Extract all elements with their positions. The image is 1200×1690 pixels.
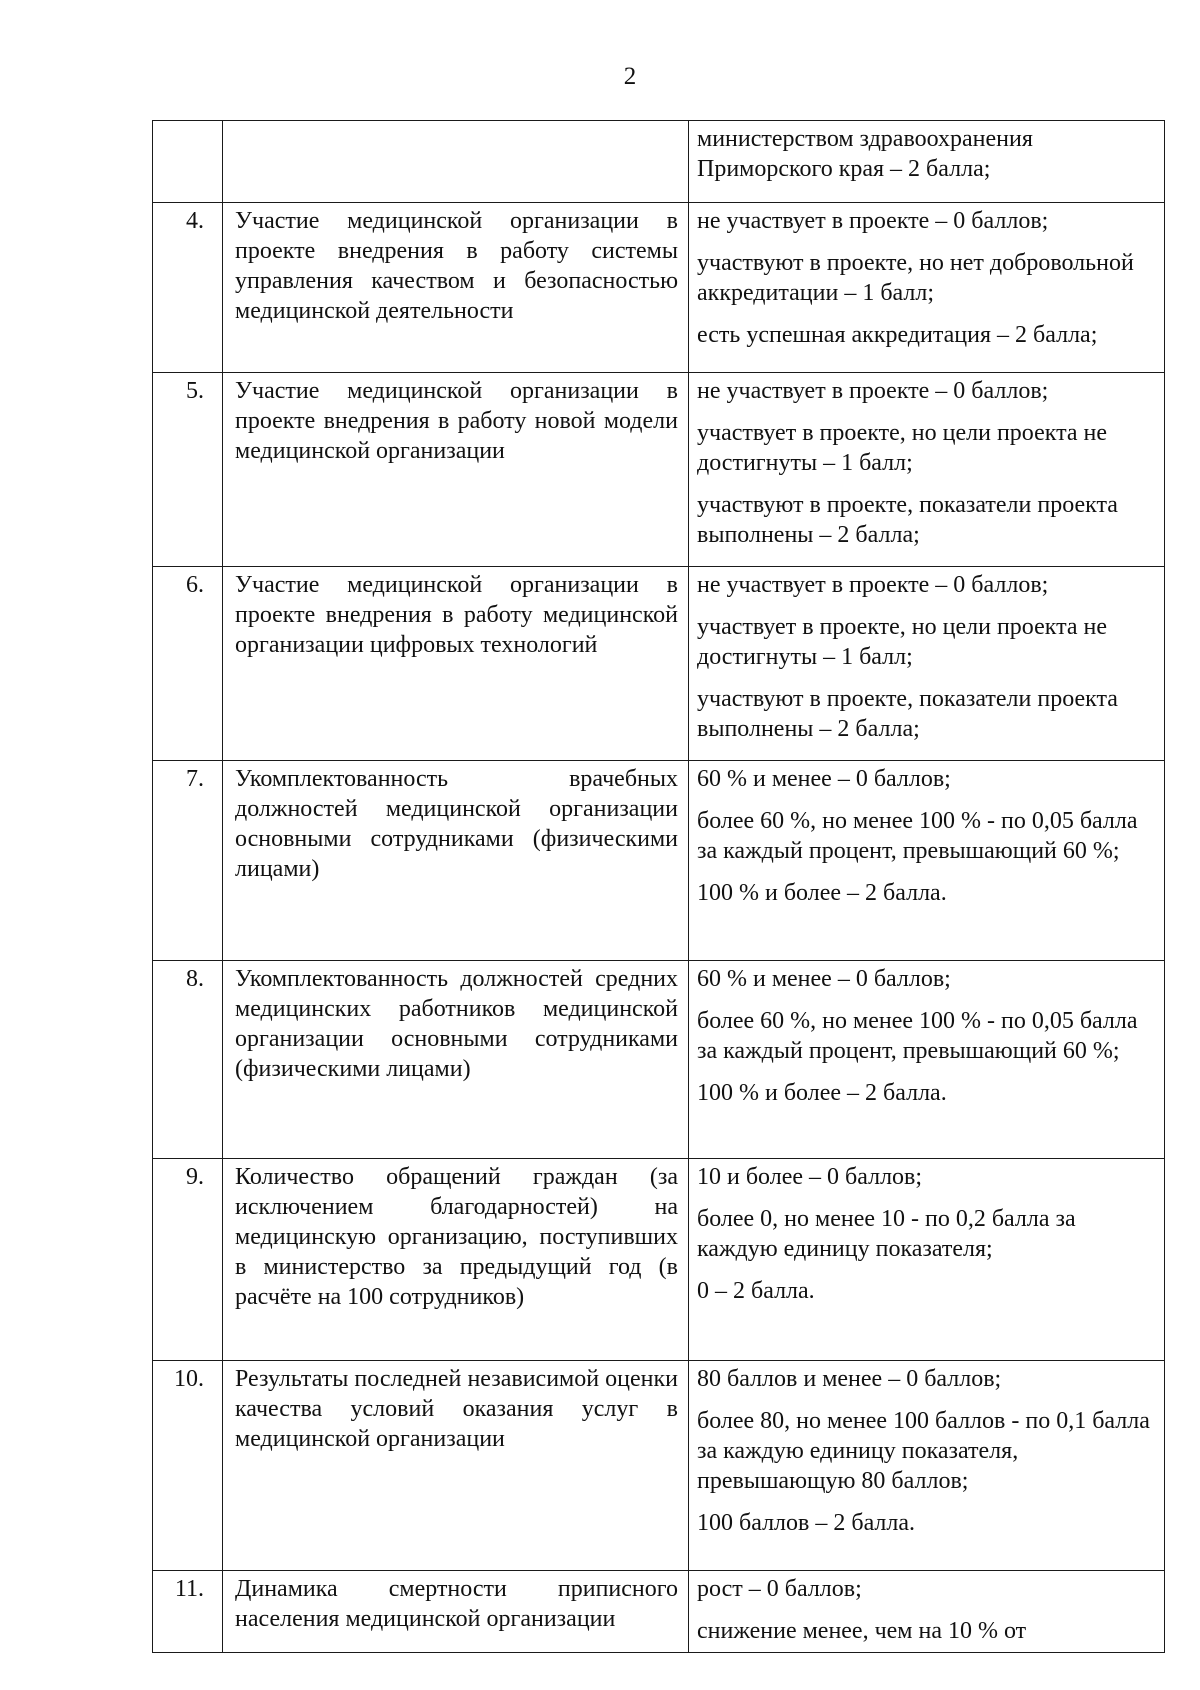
criterion-cell <box>223 121 689 203</box>
score-item: не участвует в проекте – 0 баллов; <box>697 378 1049 404</box>
score-item: 60 % и менее – 0 баллов; <box>697 766 951 792</box>
score-item: участвует в проекте, но цели проекта не достигнуты – 1 балл; <box>697 420 1108 476</box>
criterion-cell <box>223 1159 689 1361</box>
score-item: более 60 %, но менее 100 % - по 0,05 балла за каждый процент, превышающий 60 %; <box>697 1008 1138 1064</box>
criterion-cell <box>223 203 689 373</box>
criterion-text: Количество обращений граждан (за исключением благодарностей) на медицинскую организацию, поступивших в министерство за предыдущий год (в расчёте на 100 сотрудников) <box>235 1164 678 1310</box>
score-item: министерством здравоохранения Приморского края – 2 балла; <box>697 126 1033 182</box>
criterion-cell <box>223 761 689 961</box>
score-item: более 60 %, но менее 100 % - по 0,05 балла за каждый процент, превышающий 60 %; <box>697 808 1138 864</box>
criteria-table <box>152 120 1165 1653</box>
criterion-text: Результаты последней независимой оценки качества условий оказания услуг в медицинской организации <box>235 1366 678 1452</box>
score-item: есть успешная аккредитация – 2 балла; <box>697 322 1098 348</box>
table-row <box>153 1361 1165 1571</box>
row-number <box>153 121 223 203</box>
score-item: 80 баллов и менее – 0 баллов; <box>697 1366 1002 1392</box>
table-row <box>153 761 1165 961</box>
row-number: 6. <box>153 567 223 761</box>
score-item: 100 баллов – 2 балла. <box>697 1510 916 1536</box>
criterion-text: Участие медицинской организации в проекте внедрения в работу системы управления качеством и безопасностью медицинской деятельности <box>235 208 678 324</box>
score-item: более 80, но менее 100 баллов - по 0,1 балла за каждую единицу показателя, превышающую 80 баллов; <box>697 1408 1150 1494</box>
score-item: не участвует в проекте – 0 баллов; <box>697 572 1049 598</box>
table-row <box>153 1159 1165 1361</box>
score-item: участвуют в проекте, показатели проекта выполнены – 2 балла; <box>697 686 1118 742</box>
score-cell <box>689 1571 1165 1653</box>
score-cell <box>689 567 1165 761</box>
table-row <box>153 203 1165 373</box>
table-row-continued <box>153 121 1165 203</box>
row-number: 10. <box>153 1361 223 1571</box>
score-item: снижение менее, чем на 10 % от <box>697 1618 1027 1644</box>
score-item: 60 % и менее – 0 баллов; <box>697 966 951 992</box>
score-item: участвуют в проекте, но нет добровольной аккредитации – 1 балл; <box>697 250 1134 306</box>
score-item: более 0, но менее 10 - по 0,2 балла за каждую единицу показателя; <box>697 1206 1076 1262</box>
score-cell <box>689 121 1165 203</box>
score-cell <box>689 961 1165 1159</box>
score-cell <box>689 1361 1165 1571</box>
score-cell <box>689 373 1165 567</box>
row-number: 4. <box>153 203 223 373</box>
criterion-cell <box>223 373 689 567</box>
criterion-text: Укомплектованность должностей средних медицинских работников медицинской организации основными сотрудниками (физическими лицами) <box>235 966 678 1082</box>
criterion-cell <box>223 961 689 1159</box>
table-row <box>153 373 1165 567</box>
score-cell <box>689 203 1165 373</box>
score-item: участвует в проекте, но цели проекта не достигнуты – 1 балл; <box>697 614 1108 670</box>
score-cell <box>689 761 1165 961</box>
criterion-text: Участие медицинской организации в проекте внедрения в работу новой модели медицинской организации <box>235 378 678 464</box>
criterion-cell <box>223 1571 689 1653</box>
score-item: 0 – 2 балла. <box>697 1278 815 1304</box>
score-item: рост – 0 баллов; <box>697 1576 862 1602</box>
criterion-text: Динамика смертности приписного населения медицинской организации <box>235 1576 678 1632</box>
page-number: 2 <box>623 63 637 90</box>
row-number: 7. <box>153 761 223 961</box>
score-item: участвуют в проекте, показатели проекта выполнены – 2 балла; <box>697 492 1118 548</box>
criterion-text: Укомплектованность врачебных должностей медицинской организации основными сотрудниками (физическими лицами) <box>235 766 678 882</box>
row-number: 5. <box>153 373 223 567</box>
criterion-text: Участие медицинской организации в проекте внедрения в работу медицинской организации цифровых технологий <box>235 572 678 658</box>
row-number: 8. <box>153 961 223 1159</box>
score-item: 10 и более – 0 баллов; <box>697 1164 923 1190</box>
table-row <box>153 567 1165 761</box>
table-row <box>153 961 1165 1159</box>
table-row <box>153 1571 1165 1653</box>
score-item: не участвует в проекте – 0 баллов; <box>697 208 1049 234</box>
criterion-cell <box>223 1361 689 1571</box>
row-number: 11. <box>153 1571 223 1653</box>
score-item: 100 % и более – 2 балла. <box>697 880 947 906</box>
score-cell <box>689 1159 1165 1361</box>
row-number: 9. <box>153 1159 223 1361</box>
criterion-cell <box>223 567 689 761</box>
score-item: 100 % и более – 2 балла. <box>697 1080 947 1106</box>
